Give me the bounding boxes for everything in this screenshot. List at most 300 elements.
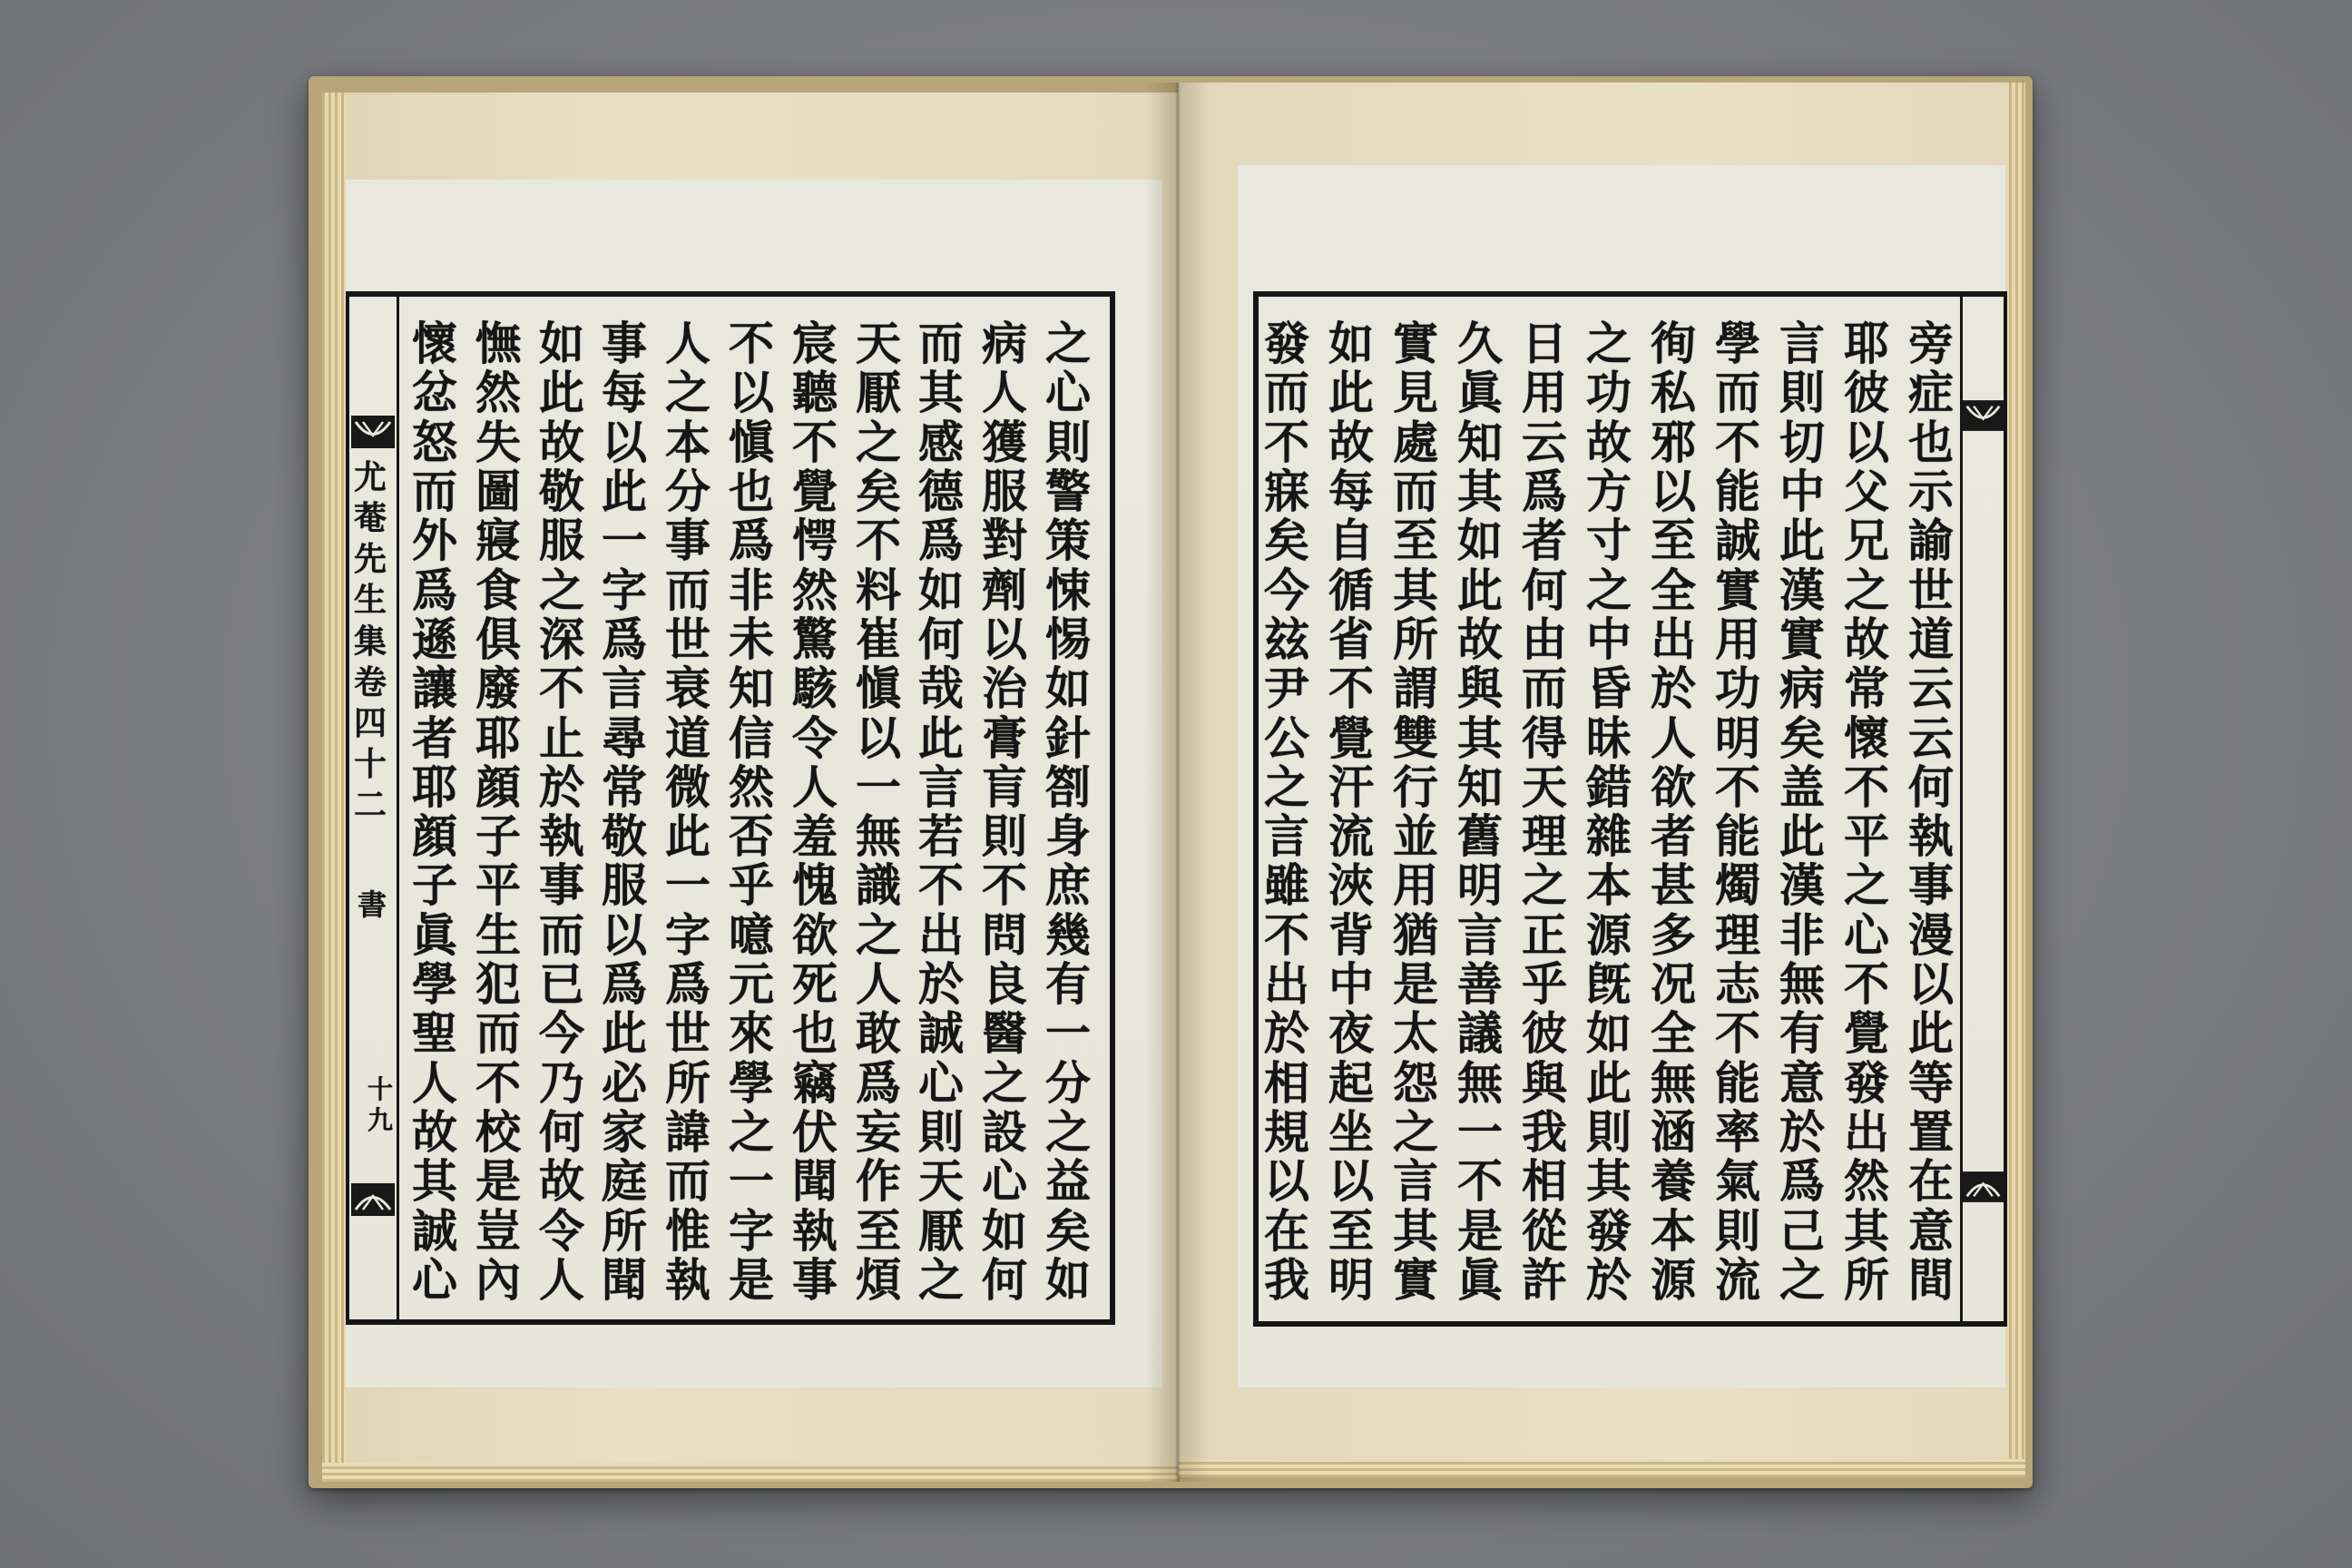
glyph: 養 <box>1651 1154 1696 1209</box>
glyph: 昏 <box>1586 662 1632 716</box>
glyph: 兄 <box>1844 514 1889 568</box>
glyph: 而 <box>1393 464 1438 518</box>
glyph: 也 <box>1908 415 1954 469</box>
glyph: 治 <box>982 662 1027 716</box>
glyph: 服 <box>982 464 1027 518</box>
glyph: 則 <box>1779 366 1825 420</box>
glyph: 則 <box>982 809 1027 864</box>
text-column <box>1902 319 1960 1305</box>
glyph: 理 <box>1715 907 1760 962</box>
glyph: 實 <box>1715 563 1760 617</box>
glyph: 不 <box>1844 957 1889 1012</box>
glyph: 置 <box>1908 1105 1954 1159</box>
glyph: 而 <box>665 563 710 617</box>
glyph: 方 <box>1586 464 1632 518</box>
glyph: 相 <box>1522 1154 1567 1209</box>
glyph: 背 <box>1328 907 1374 962</box>
glyph: 云 <box>1908 662 1954 716</box>
glyph: 不 <box>918 858 964 913</box>
glyph: 食 <box>475 563 521 617</box>
glyph: 人 <box>1651 710 1696 765</box>
right-page-bottom-stack <box>1178 1459 2025 1477</box>
glyph: 字 <box>729 1203 774 1258</box>
glyph: 相 <box>1264 1055 1309 1110</box>
glyph: 外 <box>412 514 457 568</box>
glyph: 不 <box>1264 907 1309 962</box>
glyph: 况 <box>1651 957 1696 1012</box>
glyph: 十 <box>367 1074 393 1104</box>
fishtail-icon <box>351 416 395 448</box>
glyph: 事 <box>539 858 584 913</box>
glyph: 心 <box>982 1154 1027 1209</box>
glyph: 惟 <box>665 1203 710 1258</box>
glyph: 如 <box>1045 1252 1091 1307</box>
glyph: 間 <box>1908 1252 1954 1307</box>
glyph: 率 <box>1715 1105 1760 1159</box>
glyph: 有 <box>1045 957 1091 1012</box>
glyph: 故 <box>539 1154 584 1209</box>
glyph: 起 <box>1328 1055 1374 1110</box>
glyph: 諱 <box>665 1105 710 1159</box>
glyph: 生 <box>475 907 521 962</box>
glyph: 平 <box>475 858 521 913</box>
glyph: 雙 <box>1393 710 1438 765</box>
glyph: 而 <box>665 1154 710 1209</box>
glyph: 何 <box>918 612 964 666</box>
glyph: 無 <box>856 809 901 864</box>
glyph: 明 <box>1457 858 1503 913</box>
glyph: 太 <box>1393 1006 1438 1061</box>
glyph: 愼 <box>729 415 774 469</box>
glyph: 每 <box>602 366 647 420</box>
glyph: 執 <box>539 809 584 864</box>
glyph: 是 <box>1457 1203 1503 1258</box>
glyph: 而 <box>1264 366 1309 420</box>
glyph: 其 <box>1393 563 1438 617</box>
glyph: 聖 <box>412 1006 457 1061</box>
glyph: 豈 <box>475 1203 521 1258</box>
glyph: 錯 <box>1586 760 1632 814</box>
glyph: 以 <box>1844 415 1889 469</box>
glyph: 者 <box>1651 809 1696 864</box>
glyph: 警 <box>1045 464 1091 518</box>
glyph: 聽 <box>792 366 838 420</box>
spine-shadow <box>1145 83 1210 1482</box>
right-frame-top-border <box>1253 291 2007 297</box>
text-column <box>1838 319 1896 1305</box>
glyph: 問 <box>982 907 1027 962</box>
glyph: 內 <box>475 1252 521 1307</box>
glyph: 一 <box>729 1154 774 1209</box>
glyph: 怒 <box>412 415 457 469</box>
glyph: 之 <box>1393 1105 1438 1159</box>
glyph: 則 <box>1045 415 1091 469</box>
glyph: 何 <box>982 1252 1027 1307</box>
glyph: 家 <box>602 1105 647 1159</box>
left-frame-outer-border <box>346 291 349 1325</box>
glyph: 人 <box>982 366 1027 420</box>
glyph: 醫 <box>982 1006 1027 1061</box>
glyph: 何 <box>539 1105 584 1159</box>
glyph: 聞 <box>792 1154 838 1209</box>
glyph: 全 <box>1651 1006 1696 1061</box>
glyph: 與 <box>1522 1055 1567 1110</box>
glyph: 至 <box>1651 514 1696 568</box>
glyph: 怨 <box>1393 1055 1438 1110</box>
glyph: 學 <box>412 957 457 1012</box>
glyph: 在 <box>1264 1203 1309 1258</box>
glyph: 人 <box>412 1055 457 1110</box>
text-column <box>1387 319 1445 1305</box>
glyph: 事 <box>665 514 710 568</box>
glyph: 此 <box>602 1006 647 1061</box>
glyph: 能 <box>1715 464 1760 518</box>
glyph: 微 <box>665 760 710 814</box>
glyph: 正 <box>1522 907 1567 962</box>
glyph: 天 <box>1522 760 1567 814</box>
fishtail-icon <box>1963 1171 2004 1203</box>
glyph: 故 <box>412 1105 457 1159</box>
page-number <box>362 1074 398 1136</box>
glyph: 矣 <box>1045 1203 1091 1258</box>
glyph: 如 <box>982 1203 1027 1258</box>
glyph: 公 <box>1264 710 1309 765</box>
glyph: 常 <box>602 760 647 814</box>
glyph: 識 <box>856 858 901 913</box>
glyph: 止 <box>539 710 584 765</box>
glyph: 卷 <box>353 662 387 701</box>
fishtail-icon <box>351 1183 395 1216</box>
glyph: 顔 <box>475 760 521 814</box>
glyph: 眞 <box>1457 366 1503 420</box>
glyph: 知 <box>1457 760 1503 814</box>
glyph: 善 <box>1457 957 1503 1012</box>
right-frame-outer-border <box>2004 291 2007 1327</box>
glyph: 噫 <box>729 907 774 962</box>
glyph: 書 <box>357 887 387 922</box>
glyph: 對 <box>982 514 1027 568</box>
glyph: 此 <box>918 710 964 765</box>
glyph: 知 <box>729 662 774 716</box>
glyph: 全 <box>1651 563 1696 617</box>
glyph: 乃 <box>539 1055 584 1110</box>
glyph: 許 <box>1522 1252 1567 1307</box>
glyph: 於 <box>539 760 584 814</box>
glyph: 如 <box>1457 514 1503 568</box>
glyph: 實 <box>1779 612 1825 666</box>
glyph: 以 <box>602 907 647 962</box>
glyph: 此 <box>1779 514 1825 568</box>
glyph: 煩 <box>856 1252 901 1307</box>
glyph: 矣 <box>1264 514 1309 568</box>
glyph: 爲 <box>729 514 774 568</box>
glyph: 已 <box>539 957 584 1012</box>
glyph: 設 <box>982 1105 1027 1159</box>
glyph: 用 <box>1393 858 1438 913</box>
text-column <box>1258 319 1316 1305</box>
glyph: 二 <box>353 786 387 824</box>
glyph: 一 <box>665 858 710 913</box>
glyph: 寐 <box>1264 464 1309 518</box>
glyph: 於 <box>1586 1252 1632 1307</box>
glyph: 功 <box>1586 366 1632 420</box>
glyph: 人 <box>792 760 838 814</box>
glyph: 本 <box>1651 1203 1696 1258</box>
glyph: 作 <box>856 1154 901 1209</box>
glyph: 讓 <box>412 662 457 716</box>
glyph: 此 <box>1908 1006 1954 1061</box>
glyph: 不 <box>1264 415 1309 469</box>
glyph: 獲 <box>982 415 1027 469</box>
left-frame-top-border <box>346 291 1115 297</box>
glyph: 出 <box>1844 1105 1889 1159</box>
glyph: 其 <box>918 366 964 420</box>
glyph: 劑 <box>982 563 1027 617</box>
glyph: 愼 <box>856 662 901 716</box>
glyph: 德 <box>918 464 964 518</box>
glyph: 如 <box>1328 317 1374 370</box>
glyph: 云 <box>1908 710 1954 765</box>
glyph: 旣 <box>1586 957 1632 1012</box>
glyph: 俱 <box>475 612 521 666</box>
glyph: 憮 <box>475 317 521 370</box>
fishtail-icon <box>1963 399 2004 432</box>
glyph: 循 <box>1328 563 1374 617</box>
text-column <box>912 319 970 1305</box>
glyph: 而 <box>475 1006 521 1061</box>
glyph: 信 <box>729 710 774 765</box>
glyph: 然 <box>792 563 838 617</box>
glyph: 一 <box>1045 1006 1091 1061</box>
glyph: 不 <box>1715 760 1760 814</box>
glyph: 一 <box>602 514 647 568</box>
glyph: 不 <box>729 317 774 370</box>
glyph: 故 <box>1328 415 1374 469</box>
glyph: 顔 <box>412 809 457 864</box>
glyph: 哉 <box>918 662 964 716</box>
glyph: 平 <box>1844 809 1889 864</box>
text-column <box>849 319 907 1305</box>
glyph: 來 <box>729 1006 774 1061</box>
glyph: 以 <box>729 366 774 420</box>
glyph: 今 <box>539 1006 584 1061</box>
glyph: 言 <box>1264 809 1309 864</box>
glyph: 病 <box>982 317 1027 370</box>
glyph: 尹 <box>1264 662 1309 716</box>
text-column <box>1451 319 1509 1305</box>
glyph: 氣 <box>1715 1154 1760 1209</box>
glyph: 心 <box>1844 907 1889 962</box>
glyph: 至 <box>856 1203 901 1258</box>
glyph: 夜 <box>1328 1006 1374 1061</box>
glyph: 之 <box>729 1105 774 1159</box>
glyph: 汗 <box>1328 760 1374 814</box>
glyph: 也 <box>729 464 774 518</box>
glyph: 處 <box>1393 415 1438 469</box>
glyph: 實 <box>1393 317 1438 370</box>
glyph: 何 <box>1522 563 1567 617</box>
glyph: 子 <box>475 809 521 864</box>
glyph: 實 <box>1393 1252 1438 1307</box>
glyph: 子 <box>412 858 457 913</box>
glyph: 此 <box>1328 366 1374 420</box>
glyph: 膏 <box>982 710 1027 765</box>
glyph: 故 <box>539 415 584 469</box>
glyph: 至 <box>1328 1203 1374 1258</box>
glyph: 令 <box>792 710 838 765</box>
glyph: 本 <box>665 415 710 469</box>
left-page-edge-stack <box>322 93 346 1482</box>
glyph: 不 <box>475 1055 521 1110</box>
glyph: 而 <box>1715 366 1760 420</box>
text-column <box>1580 319 1638 1305</box>
glyph: 宸 <box>792 317 838 370</box>
glyph: 四 <box>353 703 387 742</box>
glyph: 菴 <box>353 499 387 538</box>
glyph: 驚 <box>792 612 838 666</box>
glyph: 其 <box>1457 464 1503 518</box>
glyph: 此 <box>665 809 710 864</box>
glyph: 則 <box>918 1105 964 1159</box>
glyph: 劄 <box>1045 760 1091 814</box>
glyph: 惕 <box>1045 612 1091 666</box>
glyph: 由 <box>1522 612 1567 666</box>
glyph: 料 <box>856 563 901 617</box>
glyph: 自 <box>1328 514 1374 568</box>
glyph: 爲 <box>1522 464 1567 518</box>
glyph: 人 <box>539 1252 584 1307</box>
glyph: 之 <box>539 563 584 617</box>
glyph: 而 <box>412 464 457 518</box>
left-frame-bottom-border <box>346 1319 1115 1325</box>
glyph: 爲 <box>856 1055 901 1110</box>
glyph: 之 <box>856 415 901 469</box>
glyph: 之 <box>1844 858 1889 913</box>
glyph: 不 <box>1844 760 1889 814</box>
glyph: 不 <box>1715 1006 1760 1061</box>
glyph: 故 <box>1844 612 1889 666</box>
glyph: 未 <box>729 612 774 666</box>
glyph: 見 <box>1393 366 1438 420</box>
glyph: 道 <box>665 710 710 765</box>
glyph: 分 <box>1045 1055 1091 1110</box>
glyph: 能 <box>1715 809 1760 864</box>
glyph: 誠 <box>918 1006 964 1061</box>
glyph: 謂 <box>1393 662 1438 716</box>
glyph: 玆 <box>1264 612 1309 666</box>
glyph: 流 <box>1328 809 1374 864</box>
glyph: 爲 <box>602 957 647 1012</box>
glyph: 若 <box>918 809 964 864</box>
text-column <box>1322 319 1380 1305</box>
glyph: 我 <box>1522 1105 1567 1159</box>
glyph: 行 <box>1393 760 1438 814</box>
glyph: 世 <box>1908 563 1954 617</box>
glyph: 云 <box>1522 415 1567 469</box>
glyph: 用 <box>1522 366 1567 420</box>
glyph: 彼 <box>1844 366 1889 420</box>
glyph: 覺 <box>1844 1006 1889 1061</box>
glyph: 尋 <box>602 710 647 765</box>
glyph: 己 <box>1779 1203 1825 1258</box>
glyph: 以 <box>1264 1154 1309 1209</box>
glyph: 針 <box>1045 710 1091 765</box>
glyph: 從 <box>1522 1203 1567 1258</box>
glyph: 私 <box>1651 366 1696 420</box>
text-column <box>975 319 1034 1305</box>
text-column <box>1515 319 1573 1305</box>
glyph: 幾 <box>1045 907 1091 962</box>
glyph: 中 <box>1586 612 1632 666</box>
glyph: 源 <box>1586 907 1632 962</box>
glyph: 一 <box>1457 1105 1503 1159</box>
glyph: 校 <box>475 1105 521 1159</box>
glyph: 先 <box>353 540 387 579</box>
glyph: 不 <box>539 662 584 716</box>
glyph: 深 <box>539 612 584 666</box>
glyph: 也 <box>792 1006 838 1061</box>
glyph: 圖 <box>475 464 521 518</box>
glyph: 所 <box>1844 1252 1889 1307</box>
glyph: 竊 <box>792 1055 838 1110</box>
glyph: 之 <box>1045 1105 1091 1159</box>
glyph: 敢 <box>856 1006 901 1061</box>
glyph: 本 <box>1586 858 1632 913</box>
glyph: 出 <box>1651 612 1696 666</box>
glyph: 漢 <box>1779 858 1825 913</box>
glyph: 天 <box>918 1154 964 1209</box>
glyph: 懷 <box>1844 710 1889 765</box>
glyph: 必 <box>602 1055 647 1110</box>
glyph: 之 <box>665 366 710 420</box>
glyph: 是 <box>475 1154 521 1209</box>
glyph: 厭 <box>918 1203 964 1258</box>
glyph: 不 <box>856 514 901 568</box>
glyph: 用 <box>1715 612 1760 666</box>
section-label <box>352 885 392 925</box>
glyph: 之 <box>1844 563 1889 617</box>
glyph: 爲 <box>665 957 710 1012</box>
glyph: 是 <box>729 1252 774 1307</box>
glyph: 於 <box>1779 1105 1825 1159</box>
glyph: 爲 <box>412 563 457 617</box>
glyph: 誠 <box>412 1203 457 1258</box>
glyph: 爲 <box>918 514 964 568</box>
right-frame-bottom-border <box>1253 1321 2007 1327</box>
glyph: 益 <box>1045 1154 1091 1209</box>
glyph: 日 <box>1522 317 1567 370</box>
glyph: 盖 <box>1779 760 1825 814</box>
glyph: 徇 <box>1651 317 1696 370</box>
glyph: 中 <box>1779 464 1825 518</box>
glyph: 其 <box>1586 1154 1632 1209</box>
glyph: 世 <box>665 612 710 666</box>
glyph: 源 <box>1651 1252 1696 1307</box>
glyph: 以 <box>1328 1154 1374 1209</box>
text-column <box>722 319 780 1305</box>
glyph: 無 <box>1651 1055 1696 1110</box>
book-title-label <box>350 457 390 825</box>
glyph: 良 <box>982 957 1027 1012</box>
glyph: 故 <box>1457 612 1503 666</box>
glyph: 遜 <box>412 612 457 666</box>
glyph: 理 <box>1522 809 1567 864</box>
glyph: 以 <box>856 710 901 765</box>
glyph: 此 <box>1457 563 1503 617</box>
glyph: 故 <box>1586 415 1632 469</box>
glyph: 尤 <box>353 458 387 496</box>
glyph: 身 <box>1045 809 1091 864</box>
